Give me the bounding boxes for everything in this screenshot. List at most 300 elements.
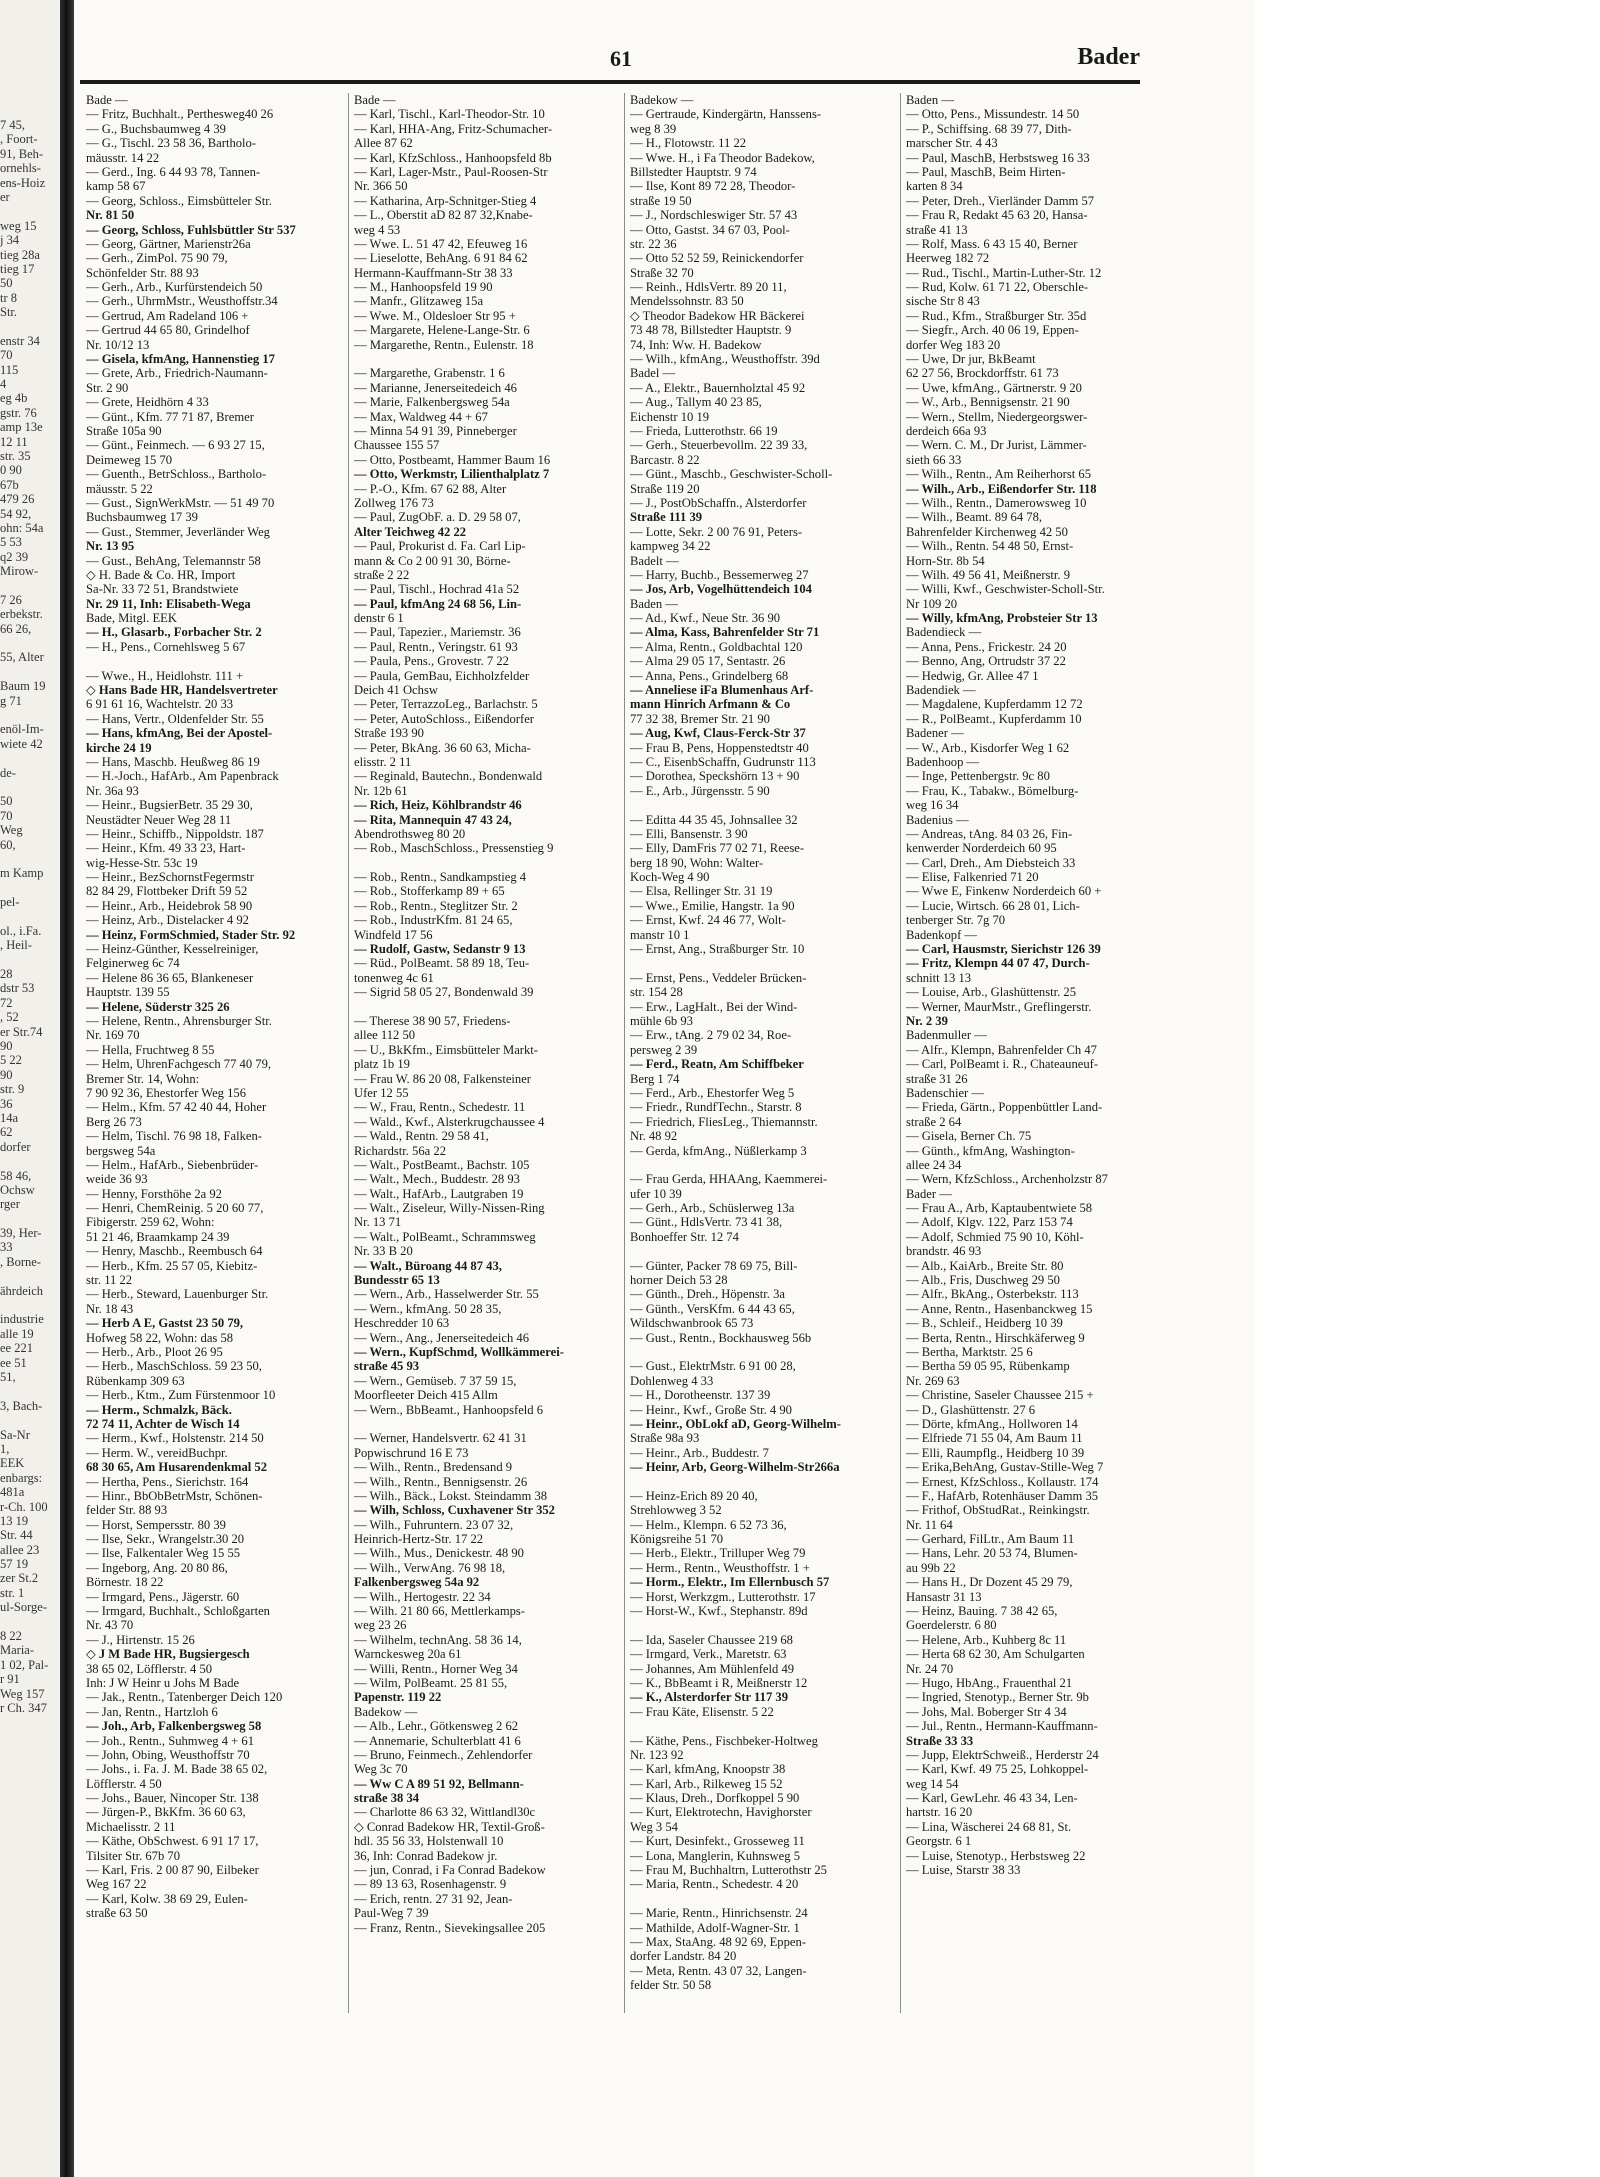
margin-fragment: enöl-Im- xyxy=(0,722,44,737)
directory-entry-line: — Anna, Pens., Grindelberg 68 xyxy=(630,668,789,683)
margin-fragment: 115 xyxy=(0,362,19,377)
directory-entry-line xyxy=(630,1244,892,1258)
directory-entry-line: — Adolf, Schmied 75 90 10, Köhl- xyxy=(906,1229,1084,1244)
directory-entry-line: Billstedter Hauptstr. 9 74 xyxy=(630,164,757,179)
directory-entry-line: Berg 1 74 xyxy=(630,1071,680,1086)
directory-entry-line: 7 90 92 36, Ehestorfer Weg 156 xyxy=(86,1085,246,1100)
margin-fragment: 7 26 xyxy=(0,592,22,607)
directory-entry-line: — Herb., Steward, Lauenburger Str. xyxy=(86,1287,269,1302)
directory-entry-line: — Frau Käte, Elisenstr. 5 22 xyxy=(630,1704,774,1719)
directory-entry-line: — Gertrud 44 65 80, Grindelhof xyxy=(86,323,250,338)
directory-entry-line: straße 19 50 xyxy=(630,193,692,208)
margin-fragment: 28 xyxy=(0,967,13,982)
directory-entry-line: — Ad., Kwf., Neue Str. 36 90 xyxy=(630,611,781,626)
directory-entry-line: Wildschwanbrook 65 73 xyxy=(630,1316,754,1331)
directory-entry-line: 82 84 29, Flottbeker Drift 59 52 xyxy=(86,884,248,899)
directory-entry-line: — J., Nordschleswiger Str. 57 43 xyxy=(630,208,798,223)
directory-entry-line: — Käthe, Pens., Fischbeker-Holtweg xyxy=(630,1733,818,1748)
margin-fragment: ährdeich xyxy=(0,1283,44,1298)
directory-entry-line: — Alma, Kass, Bahrenfelder Str 71 xyxy=(630,625,820,640)
margin-fragment: 50 xyxy=(0,276,13,291)
directory-entry-line: Georgstr. 6 1 xyxy=(906,1834,972,1849)
margin-fragment: de- xyxy=(0,765,16,780)
directory-entry-line: — Katharina, Arp-Schnitger-Stieg 4 xyxy=(354,193,537,208)
directory-entry-line: Bade — xyxy=(86,93,128,107)
directory-entry-line: — Johs., Bauer, Nincoper Str. 138 xyxy=(86,1791,259,1806)
directory-entry-line: — Aug, Kwf, Claus-Ferck-Str 37 xyxy=(630,726,806,741)
directory-entry-line: — 89 13 63, Rosenhagenstr. 9 xyxy=(354,1877,507,1892)
directory-entry-line: — Marie, Rentn., Hinrichsenstr. 24 xyxy=(630,1906,808,1921)
directory-entry-line: — Paul, ZugObF. a. D. 29 58 07, xyxy=(354,510,521,525)
directory-entry-line: 68 30 65, Am Husarendenkmal 52 xyxy=(86,1460,267,1475)
directory-entry-line: Rübenkamp 309 63 xyxy=(86,1373,185,1388)
margin-fragment xyxy=(0,1413,60,1427)
directory-entry-line: — Anneliese iFa Blumenhaus Arf- xyxy=(630,683,814,698)
directory-entry-line: — Peter, BkAng. 36 60 63, Micha- xyxy=(354,740,531,755)
directory-entry-line: — Karl, Fris. 2 00 87 90, Eilbeker xyxy=(86,1863,259,1878)
margin-fragment: er Str.74 xyxy=(0,1024,43,1039)
margin-fragment: ul-Sorge- xyxy=(0,1600,47,1615)
directory-entry-line: — J., PostObSchaffn., Alsterdorfer xyxy=(630,495,807,510)
directory-entry-line: — Gust., ElektrMstr. 6 91 00 28, xyxy=(630,1359,796,1374)
directory-entry-line: — Guenth., BetrSchloss., Bartholo- xyxy=(86,467,267,482)
directory-entry-line: — Elsa, Rellinger Str. 31 19 xyxy=(630,884,773,899)
directory-entry-line: — Gust., Rentn., Bockhausweg 56b xyxy=(630,1330,812,1345)
margin-fragment: 12 11 xyxy=(0,434,28,449)
directory-entry-line: Schönfelder Str. 88 93 xyxy=(86,265,199,280)
directory-entry-line: — Wilh, Schloss, Cuxhavener Str 352 xyxy=(354,1503,555,1518)
directory-entry-line: Felginerweg 6c 74 xyxy=(86,956,180,971)
directory-entry-line: — Wilh., Rentn., Bredensand 9 xyxy=(354,1460,513,1475)
directory-column-1 xyxy=(86,93,348,2143)
directory-entry-line: mann Hinrich Arfmann & Co xyxy=(630,697,791,712)
directory-entry-line: — Heinr, Arb, Georg-Wilhelm-Str266a xyxy=(630,1460,840,1475)
margin-fragment: m Kamp xyxy=(0,866,44,881)
directory-entry-line: — Henry, Maschb., Reembusch 64 xyxy=(86,1244,263,1259)
directory-entry-line: — Walt., Mech., Buddestr. 28 93 xyxy=(354,1172,520,1187)
directory-entry-line: Nr. 169 70 xyxy=(86,1028,140,1043)
directory-entry-line: — Rob., IndustrKfm. 81 24 65, xyxy=(354,913,513,928)
directory-entry-line: — Peter, TerrazzoLeg., Barlachstr. 5 xyxy=(354,697,538,712)
directory-entry-line: kirche 24 19 xyxy=(86,740,152,755)
directory-entry-line: Nr. 48 92 xyxy=(630,1129,678,1144)
directory-entry-line: — Wilh., Hertogestr. 22 34 xyxy=(354,1589,491,1604)
directory-entry-line: — Wilh., Arb., Eißendorfer Str. 118 xyxy=(906,481,1097,496)
directory-entry-line: — Herb., Elektr., Trilluper Weg 79 xyxy=(630,1546,806,1561)
directory-entry-line: Badenius — xyxy=(906,812,969,827)
margin-fragment: zer St.2 xyxy=(0,1571,39,1586)
margin-fragment: 90 xyxy=(0,1039,13,1053)
margin-fragment: rger xyxy=(0,1197,20,1212)
margin-fragment xyxy=(0,852,60,866)
margin-fragment xyxy=(0,780,60,794)
directory-entry-line: — Wilh. 49 56 41, Meißnerstr. 9 xyxy=(906,567,1071,582)
directory-entry-line: — Otto, Gastst. 34 67 03, Pool- xyxy=(630,222,790,237)
directory-entry-line: — Friedr., RundfTechn., Starstr. 8 xyxy=(630,1100,802,1115)
directory-entry-line: Nr. 36a 93 xyxy=(86,783,139,798)
directory-entry-line: — Henny, Forsthöhe 2a 92 xyxy=(86,1186,222,1201)
header-rule xyxy=(80,80,1140,84)
directory-entry-line: — Erika,BehAng, Gustav-Stille-Weg 7 xyxy=(906,1460,1104,1475)
directory-entry-line: Badenkopf — xyxy=(906,927,977,942)
directory-entry-line: — Rudolf, Gastw, Sedanstr 9 13 xyxy=(354,942,526,957)
directory-entry-line: — Helm, Tischl. 76 98 18, Falken- xyxy=(86,1129,262,1144)
margin-fragment: 481a xyxy=(0,1485,25,1500)
margin-fragment: EEK xyxy=(0,1456,25,1471)
directory-entry-line: karten 8 34 xyxy=(906,179,963,194)
directory-entry-line: — Ernst, Kwf. 24 46 77, Wolt- xyxy=(630,913,786,928)
directory-entry-line: — K., Alsterdorfer Str 117 39 xyxy=(630,1690,788,1705)
margin-fragment xyxy=(0,881,60,895)
margin-fragment xyxy=(0,1212,60,1226)
directory-entry-line: Paul-Weg 7 39 xyxy=(354,1906,429,1921)
margin-fragment: 1, xyxy=(0,1441,10,1456)
directory-entry-line xyxy=(354,352,616,366)
directory-entry-line: Bremer Str. 14, Wohn: xyxy=(86,1071,200,1086)
margin-fragment xyxy=(0,909,60,923)
directory-entry-line: — Grete, Arb., Friedrich-Naumann- xyxy=(86,366,268,381)
directory-entry-line: Hauptstr. 139 55 xyxy=(86,985,170,1000)
directory-entry-line: — Heinr., Schiffb., Nippoldstr. 187 xyxy=(86,826,264,841)
directory-entry-line: — Heinz, Arb., Distelacker 4 92 xyxy=(86,913,249,928)
directory-entry-line xyxy=(354,1000,616,1014)
directory-entry-line: — Wern., Ang., Jenerseitedeich 46 xyxy=(354,1330,530,1345)
directory-entry-line: — J., Hirtenstr. 15 26 xyxy=(86,1632,195,1647)
directory-entry-line: str. 154 28 xyxy=(630,985,683,1000)
margin-fragment xyxy=(0,1384,60,1398)
margin-fragment: 5 53 xyxy=(0,535,22,550)
directory-entry-line: — Herb., Kfm. 25 57 05, Kiebitz- xyxy=(86,1258,258,1273)
directory-entry-line: — Anne, Rentn., Hasenbanckweg 15 xyxy=(906,1301,1093,1316)
directory-entry-line: — Willy, kfmAng, Probsteier Str 13 xyxy=(906,611,1098,626)
margin-fragment: 4 xyxy=(0,377,7,392)
margin-fragment: pel- xyxy=(0,895,20,910)
directory-entry-line: — U., BkKfm., Eimsbütteler Markt- xyxy=(354,1042,538,1057)
directory-entry-line: tonenweg 4c 61 xyxy=(354,970,434,985)
directory-entry-line xyxy=(354,856,616,870)
margin-fragment: 58 46, xyxy=(0,1168,32,1183)
directory-entry-line: — Kurt, Desinfekt., Grosseweg 11 xyxy=(630,1834,805,1849)
directory-entry-line: — Hertha, Pens., Sierichstr. 164 xyxy=(86,1474,249,1489)
directory-entry-line: — W., Frau, Rentn., Schedestr. 11 xyxy=(354,1100,526,1115)
directory-entry-line: Ufer 12 55 xyxy=(354,1085,409,1100)
directory-entry-line: — Wwe. L. 51 47 42, Efeuweg 16 xyxy=(354,236,528,251)
directory-entry-line: sieth 66 33 xyxy=(906,452,962,467)
directory-entry-line: — Elise, Falkenried 71 20 xyxy=(906,870,1039,885)
directory-entry-line: — Rud., Tischl., Martin-Luther-Str. 12 xyxy=(906,265,1102,280)
directory-entry-line: Straße 98a 93 xyxy=(630,1431,700,1446)
directory-entry-line: — M., Hanhoopsfeld 19 90 xyxy=(354,280,493,295)
directory-entry-line: — Walt., PostBeamt., Bachstr. 105 xyxy=(354,1157,530,1172)
margin-fragment xyxy=(0,708,60,722)
directory-entry-line: — Karl, GewLehr. 46 43 34, Len- xyxy=(906,1791,1078,1806)
directory-entry-line: sische Str 8 43 xyxy=(906,294,980,309)
directory-entry-line: — Walt., Büroang 44 87 43, xyxy=(354,1258,502,1273)
directory-entry-line: Inh: J W Heinr u Johs M Bade xyxy=(86,1675,240,1690)
directory-entry-line: allee 112 50 xyxy=(354,1028,416,1043)
directory-entry-line: — Alfr., Klempn, Bahrenfelder Ch 47 xyxy=(906,1042,1097,1057)
directory-entry-line: — Ernst, Pens., Veddeler Brücken- xyxy=(630,970,807,985)
directory-entry-line: Warnckesweg 20a 61 xyxy=(354,1647,462,1662)
directory-entry-line: — Elli, Bansenstr. 3 90 xyxy=(630,826,748,841)
directory-entry-line: Nr. 18 43 xyxy=(86,1301,134,1316)
directory-entry-line: Windfeld 17 56 xyxy=(354,927,433,942)
directory-entry-line: — Johs., i. Fa. J. M. Bade 38 65 02, xyxy=(86,1762,268,1777)
directory-entry-line: — Horst-W., Kwf., Stephanstr. 89d xyxy=(630,1604,808,1619)
margin-fragment: Str. 44 xyxy=(0,1528,33,1543)
directory-entry-line: — Wern., Gemüseb. 7 37 59 15, xyxy=(354,1373,517,1388)
directory-entry-line: — Gerh., Steuerbevollm. 22 39 33, xyxy=(630,438,808,453)
directory-entry-line: — Adolf, Klgv. 122, Parz 153 74 xyxy=(906,1215,1073,1230)
directory-entry-line: — Willi, Kwf., Geschwister-Scholl-Str. xyxy=(906,582,1105,597)
margin-fragment: 57 19 xyxy=(0,1557,29,1572)
margin-fragment: Weg xyxy=(0,823,23,838)
directory-entry-line: — Inge, Pettenbergstr. 9c 80 xyxy=(906,769,1050,784)
directory-entry-line: Badendiek — xyxy=(906,683,976,698)
directory-entry-line: — Alb., KaiArb., Breite Str. 80 xyxy=(906,1258,1064,1273)
directory-entry-line: — Hedwig, Gr. Allee 47 1 xyxy=(906,668,1039,683)
directory-entry-line: Heinrich-Hertz-Str. 17 22 xyxy=(354,1532,484,1547)
directory-entry-line: Nr. 123 92 xyxy=(630,1747,684,1762)
previous-page-margin xyxy=(0,0,66,2177)
directory-entry-line: Baden — xyxy=(906,93,954,107)
directory-entry-line: — Alfr., BkAng., Osterbekstr. 113 xyxy=(906,1287,1079,1302)
margin-fragment: tr 8 xyxy=(0,290,18,305)
directory-entry-line: Nr 109 20 xyxy=(906,596,958,611)
margin-fragment: 90 xyxy=(0,1067,13,1082)
directory-entry-line: — Rob., Rentn., Sandkampstieg 4 xyxy=(354,870,527,885)
directory-entry-line: — Siegfr., Arch. 40 06 19, Eppen- xyxy=(906,323,1079,338)
directory-entry-line: — Heinz-Günther, Kesselreiniger, xyxy=(86,942,259,957)
directory-entry-line: elisstr. 2 11 xyxy=(354,754,412,769)
directory-entry-line: — Willi, Rentn., Horner Weg 34 xyxy=(354,1661,518,1676)
directory-entry-line: Neustädter Neuer Weg 28 11 xyxy=(86,812,232,827)
directory-entry-line: — Heinr., Arb., Heidebrok 58 90 xyxy=(86,898,253,913)
directory-entry-line: hdl. 35 56 33, Holstenwall 10 xyxy=(354,1834,504,1849)
directory-entry-line: — Walt., PolBeamt., Schrammsweg xyxy=(354,1229,536,1244)
directory-entry-line: — Irmgard, Verk., Maretstr. 63 xyxy=(630,1647,787,1662)
margin-fragment: industrie xyxy=(0,1312,44,1327)
directory-entry-line: — Herb., MaschSchloss. 59 23 50, xyxy=(86,1359,262,1374)
directory-entry-line: weg 4 53 xyxy=(354,222,401,237)
margin-fragment: r Ch. 347 xyxy=(0,1700,47,1715)
column-divider xyxy=(348,93,349,2013)
directory-entry-line: — Aug., Tallym 40 23 85, xyxy=(630,395,762,410)
directory-entry-line: — Heinr., Arb., Buddestr. 7 xyxy=(630,1445,769,1460)
directory-entry-line: — Alb., Lehr., Götkensweg 2 62 xyxy=(354,1719,519,1734)
directory-entry-line: — Maria, Rentn., Schedestr. 4 20 xyxy=(630,1877,799,1892)
directory-entry-line: kamp 58 67 xyxy=(86,179,146,194)
margin-fragment: wiete 42 xyxy=(0,736,43,751)
directory-entry-line: — Wilh., Rentn., Damerowsweg 10 xyxy=(906,495,1087,510)
margin-fragment: tieg 28a xyxy=(0,247,40,262)
directory-entry-line: Nr. 13 95 xyxy=(86,539,135,554)
directory-entry-line: Nr. 81 50 xyxy=(86,208,135,223)
directory-entry-line: — Meta, Rentn. 43 07 32, Langen- xyxy=(630,1963,807,1978)
directory-entry-line: Alter Teichweg 42 22 xyxy=(354,524,467,539)
directory-entry-line xyxy=(630,1618,892,1632)
directory-entry-line: Weg 3 54 xyxy=(630,1819,678,1834)
margin-fragment: dorfer xyxy=(0,1139,31,1154)
directory-entry-line: — Otto, Werkmstr, Lilienthalplatz 7 xyxy=(354,467,550,482)
directory-entry-line: — Gust., BehAng, Telemannstr 58 xyxy=(86,553,261,568)
directory-entry-line: — Wilh., Rentn., Bennigsenstr. 26 xyxy=(354,1474,528,1489)
directory-entry-line: — Ingeborg, Ang. 20 80 86, xyxy=(86,1560,228,1575)
directory-entry-line: — Klaus, Dreh., Dorfkoppel 5 90 xyxy=(630,1791,800,1806)
directory-entry-line: — H.-Joch., HafArb., Am Papenbrack xyxy=(86,769,279,784)
margin-fragment: 0 90 xyxy=(0,463,22,478)
directory-entry-line: — Rita, Mannequin 47 43 24, xyxy=(354,812,512,827)
directory-entry-line: — Luise, Stenotyp., Herbstsweg 22 xyxy=(906,1848,1086,1863)
directory-entry-line: — Paula, Pens., Grovestr. 7 22 xyxy=(354,654,509,669)
directory-entry-line: 74, Inh: Ww. H. Badekow xyxy=(630,337,762,352)
margin-fragment xyxy=(0,751,60,765)
margin-fragment: 70 xyxy=(0,808,13,823)
directory-entry-line: Nr. 11 64 xyxy=(906,1517,953,1532)
directory-entry-line: — Alma 29 05 17, Sentastr. 26 xyxy=(630,654,786,669)
directory-entry-line: — Wilhelm, technAng. 58 36 14, xyxy=(354,1632,522,1647)
directory-entry-line: Löfflerstr. 4 50 xyxy=(86,1776,162,1791)
directory-entry-line: Nr. 13 71 xyxy=(354,1215,402,1230)
directory-entry-line: — Harry, Buchb., Bessemerweg 27 xyxy=(630,567,809,582)
margin-fragment: 14a xyxy=(0,1110,19,1125)
directory-entry-line: — Heinz, Bauing. 7 38 42 65, xyxy=(906,1604,1058,1619)
directory-entry-line: mühle 6b 93 xyxy=(630,1014,693,1028)
directory-entry-line: Allee 87 62 xyxy=(354,136,413,151)
directory-entry-line: — W., Arb., Kisdorfer Weg 1 62 xyxy=(906,740,1070,755)
directory-entry-line: — Heinz-Erich 89 20 40, xyxy=(630,1488,758,1503)
margin-fragment: g 71 xyxy=(0,693,22,708)
directory-entry-line: — Joh., Arb, Falkenbergsweg 58 xyxy=(86,1719,262,1734)
directory-entry-line: Baden — xyxy=(630,596,678,611)
directory-entry-line: horner Deich 53 28 xyxy=(630,1273,728,1288)
directory-entry-line: — Lucie, Wirtsch. 66 28 01, Lich- xyxy=(906,898,1080,913)
directory-entry-line: denstr 6 1 xyxy=(354,611,404,626)
directory-entry-line: — Hella, Fruchtweg 8 55 xyxy=(86,1042,215,1057)
directory-entry-line: — Ilse, Falkentaler Weg 15 55 xyxy=(86,1546,241,1561)
directory-entry-line: — Fritz, Buchhalt., Perthesweg40 26 xyxy=(86,107,274,122)
directory-entry-line xyxy=(86,654,348,668)
margin-fragment: , Heil- xyxy=(0,938,32,953)
directory-entry-line: — Hans H., Dr Dozent 45 29 79, xyxy=(906,1575,1073,1590)
directory-entry-line: marscher Str. 4 43 xyxy=(906,136,998,151)
directory-entry-line: Straße 193 90 xyxy=(354,726,424,741)
directory-entry-line: ◇ Hans Bade HR, Handelsvertreter xyxy=(86,683,278,698)
margin-fragment: ornehls- xyxy=(0,161,41,176)
directory-entry-line: — Gust., Stemmer, Jeverländer Weg xyxy=(86,524,270,539)
directory-entry-line: — Elli, Raumpflg., Heidberg 10 39 xyxy=(906,1445,1085,1460)
directory-entry-line: — Therese 38 90 57, Friedens- xyxy=(354,1014,511,1028)
directory-entry-line: Badenhoop — xyxy=(906,754,980,769)
directory-entry-line: — Helm., Klempn. 6 52 73 36, xyxy=(630,1517,787,1532)
directory-entry-line: — Hans, Lehr. 20 53 74, Blumen- xyxy=(906,1546,1078,1561)
margin-fragment: 33 xyxy=(0,1240,13,1255)
directory-entry-line: — Frieda, Gärtn., Poppenbüttler Land- xyxy=(906,1100,1103,1115)
margin-fragment xyxy=(0,319,60,333)
directory-entry-line: — Manfr., Glitzaweg 15a xyxy=(354,294,484,309)
directory-column-2 xyxy=(354,93,616,2143)
margin-fragment: r 91 xyxy=(0,1672,20,1687)
directory-entry-line: Bahrenfelder Kirchenweg 42 50 xyxy=(906,524,1068,539)
directory-entry-line: — Georg, Gärtner, Marienstr26a xyxy=(86,236,251,251)
directory-entry-line: — Wwe E, Finkenw Norderdeich 60 + xyxy=(906,884,1102,899)
directory-entry-line: — Günth., Dreh., Höpenstr. 3a xyxy=(630,1287,785,1302)
directory-entry-line: — Frau B, Pens, Hoppenstedtstr 40 xyxy=(630,740,809,755)
directory-entry-line: — Lieselotte, BehAng. 6 91 84 62 xyxy=(354,251,528,266)
directory-entry-line: — Wilh., Mus., Denickestr. 48 90 xyxy=(354,1546,524,1561)
directory-entry-line: — Rob., Stofferkamp 89 + 65 xyxy=(354,884,505,899)
directory-entry-line: Strehlowweg 3 52 xyxy=(630,1503,722,1518)
directory-entry-line: persweg 2 39 xyxy=(630,1042,698,1057)
margin-fragment: 13 19 xyxy=(0,1513,29,1528)
directory-entry-line: — Wwe., H., Heidlohstr. 111 + xyxy=(86,668,244,683)
margin-fragment: 8 22 xyxy=(0,1629,22,1644)
directory-entry-line: — Friedrich, FliesLeg., Thiemannstr. xyxy=(630,1114,818,1129)
directory-entry-line: — Werner, Handelsvertr. 62 41 31 xyxy=(354,1431,527,1446)
directory-entry-line: Moorfleeter Deich 415 Allm xyxy=(354,1388,498,1403)
directory-entry-line: Heschredder 10 63 xyxy=(354,1316,450,1331)
margin-fragment xyxy=(0,636,60,650)
directory-entry-line: — Lotte, Sekr. 2 00 76 91, Peters- xyxy=(630,524,803,539)
directory-entry-line: Horn-Str. 8b 54 xyxy=(906,553,985,568)
directory-entry-line: — Wald., Rentn. 29 58 41, xyxy=(354,1129,489,1144)
directory-entry-line: — Erw., tAng. 2 79 02 34, Roe- xyxy=(630,1028,792,1043)
directory-entry-line: — Rob., Rentn., Steglitzer Str. 2 xyxy=(354,898,518,913)
directory-entry-line: derdeich 66a 93 xyxy=(906,423,987,438)
directory-entry-line: Falkenbergsweg 54a 92 xyxy=(354,1575,480,1590)
directory-entry-line: — Käthe, ObSchwest. 6 91 17 17, xyxy=(86,1834,259,1849)
directory-entry-line: — Hinr., BbObBetrMstr, Schönen- xyxy=(86,1488,263,1503)
directory-entry-line: — Ww C A 89 51 92, Bellmann- xyxy=(354,1776,524,1791)
directory-entry-line: — Paul, Prokurist d. Fa. Carl Lip- xyxy=(354,539,526,554)
margin-fragment: alle 19 xyxy=(0,1326,34,1341)
directory-entry-line: — Helm, UhrenFachgesch 77 40 79, xyxy=(86,1057,272,1072)
directory-entry-line: — Gust., SignWerkMstr. — 51 49 70 xyxy=(86,495,275,510)
directory-entry-line: straße 45 93 xyxy=(354,1359,420,1374)
directory-entry-line: straße 2 22 xyxy=(354,567,410,582)
directory-entry-line: Badekow — xyxy=(630,93,694,107)
directory-entry-line: Badener — xyxy=(906,726,964,741)
directory-entry-line: — Henri, ChemReinig. 5 20 60 77, xyxy=(86,1201,264,1216)
directory-entry-line: — Wern, KfzSchloss., Archenholzstr 87 xyxy=(906,1172,1108,1187)
directory-entry-line: — Carl, PolBeamt i. R., Chateauneuf- xyxy=(906,1057,1099,1072)
directory-entry-line: — Helene, Arb., Kuhberg 8c 11 xyxy=(906,1632,1067,1647)
directory-entry-line: Nr. 12b 61 xyxy=(354,783,408,798)
directory-entry-line: — Frau M, Buchhaltrn, Lutterothstr 25 xyxy=(630,1863,827,1878)
directory-entry-line: — Georg, Schloss, Fuhlsbüttler Str 537 xyxy=(86,222,296,237)
directory-entry-line: — Gertraude, Kindergärtn, Hanssens- xyxy=(630,107,822,122)
margin-fragment: Mirow- xyxy=(0,564,39,579)
directory-entry-line: Barcastr. 8 22 xyxy=(630,452,700,467)
directory-entry-line: manstr 10 1 xyxy=(630,927,690,942)
directory-entry-line: 38 65 02, Löfflerstr. 4 50 xyxy=(86,1661,213,1676)
directory-entry-line: — Peter, AutoSchloss., Eißendorfer xyxy=(354,711,534,726)
directory-entry-line: — Bruno, Feinmech., Zehlendorfer xyxy=(354,1747,533,1762)
margin-fragment: 36 xyxy=(0,1096,13,1111)
margin-fragment: str. 9 xyxy=(0,1082,25,1097)
directory-entry-line: — Jupp, ElektrSchweiß., Herderstr 24 xyxy=(906,1747,1099,1762)
margin-fragment: ol., i.Fa. xyxy=(0,923,42,938)
directory-entry-line: — Horm., Elektr., Im Ellernbusch 57 xyxy=(630,1575,830,1590)
directory-entry-line: Hofweg 58 22, Wohn: das 58 xyxy=(86,1330,234,1345)
directory-entry-line: — Günth., kfmAng, Washington- xyxy=(906,1143,1075,1158)
margin-fragment: 39, Her- xyxy=(0,1226,42,1241)
directory-entry-line: Popwischrund 16 E 73 xyxy=(354,1445,469,1460)
margin-fragment: 50 xyxy=(0,794,13,809)
directory-entry-line: au 99b 22 xyxy=(906,1560,956,1575)
directory-entry-line: — Louise, Arb., Glashüttenstr. 25 xyxy=(906,985,1077,1000)
directory-entry-line: Tilsiter Str. 67b 70 xyxy=(86,1848,181,1863)
